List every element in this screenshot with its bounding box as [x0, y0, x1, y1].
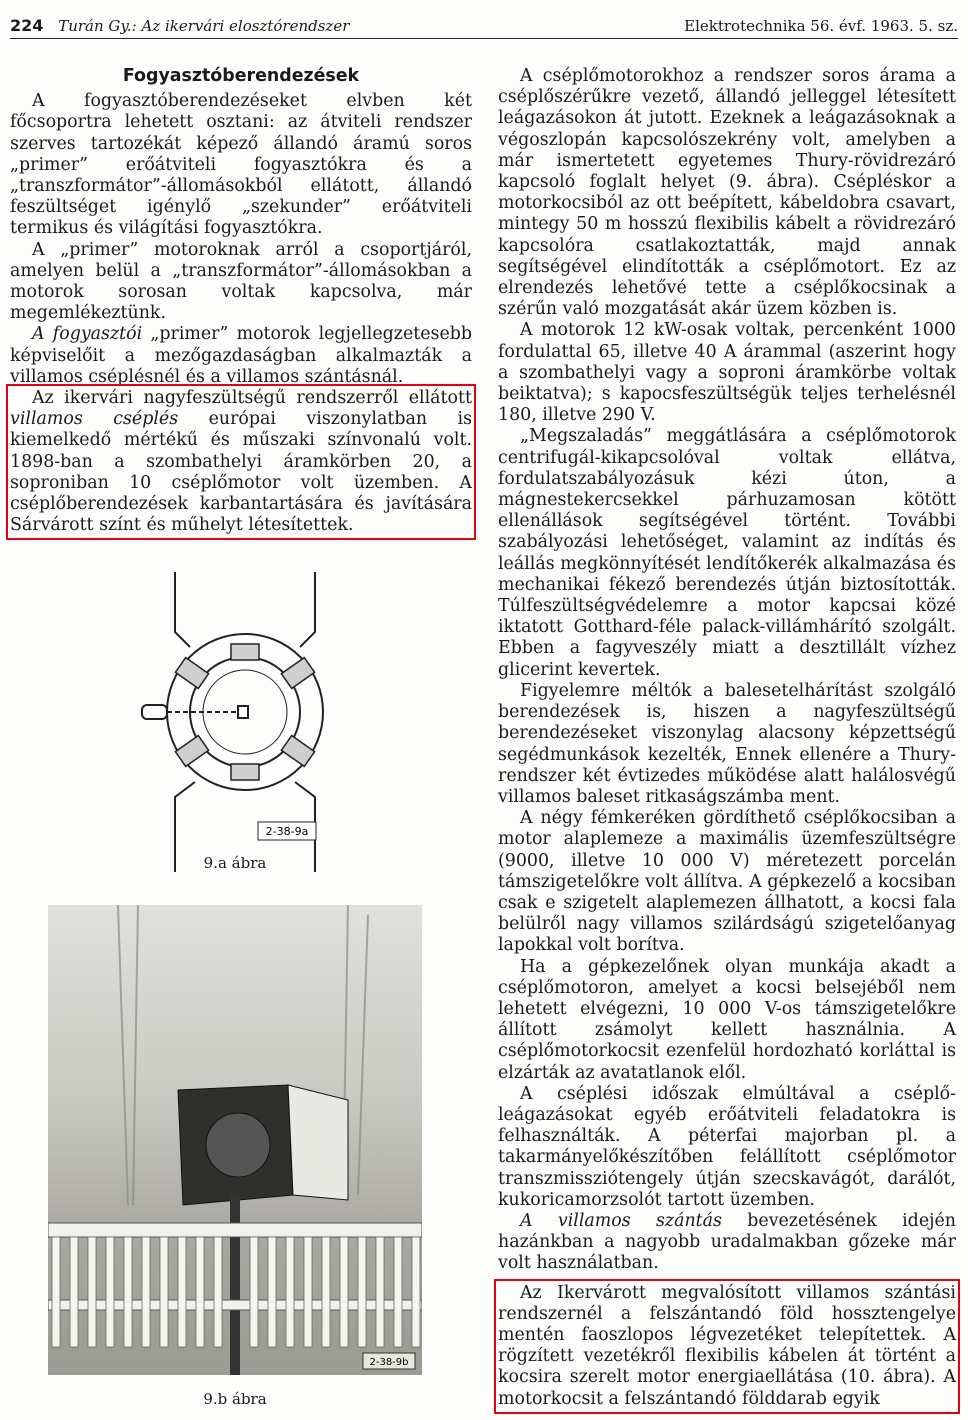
emphasis: A fogyasztói — [32, 324, 143, 345]
figure-9a-diagram — [120, 572, 340, 872]
section-heading: Fogyasztóberendezések — [122, 66, 360, 86]
page-header — [10, 14, 958, 39]
running-title: Turán Gy.: Az ikervári elosztórendszer — [58, 17, 350, 35]
highlighted-paragraph — [10, 388, 472, 536]
supply-line-right — [300, 572, 315, 647]
right-column — [498, 66, 956, 1410]
paragraph-text: „primer” motorok legjellegzetesebb képviselőit a mezőgazdaságban alkalmazták a villamos cséplésnél és a villamos szántásnál. — [10, 324, 472, 387]
left-column — [10, 66, 472, 536]
page-number: 224 — [10, 16, 44, 35]
paragraph-text: bevezetésének idején hazánkban a nagyobb uradalmakban gőzeke már volt használatban. — [498, 1210, 956, 1274]
paragraph: A cséplőmotorokhoz a rendszer soros árama a cséplőszérűkre vezető, állandó jelleggel létesített leágazásokon át jutott. Ezeknek a leágazásoknak a végoszlopán kapcsolószekrény volt, amelyben a már ismertetett egyetemes Thury-rövidrezáró kapcsoló foglalt helyet (9. ábra). Csépléskor a motorkocsiból az ott beépített, kábeldobra csavart, mintegy 50 m hosszú flexibilis kábelt a rövidrezáró kapcsolóra csatlakoztatták, majd annak segítségével elindították a cséplőmotort. Ez az elrendezés lehetővé tette a cséplőkocsinak a szérűn való mozgatását akár üzem közben is. — [498, 66, 956, 320]
paragraph: Figyelemre méltók a balesetelhárítást szolgáló berendezések is, hiszen a nagyfeszültségű berendezéseket viszonylag alacsony képzettségű segédmunkások kezelték, Ennek ellenére a Thury-rendszer két évtizedes működése alatt halálosvégű villamos baleset ritkaságszámba ment. — [498, 680, 956, 807]
figure-caption: 9.a ábra — [203, 854, 267, 872]
paragraph: A fogyasztóberendezéseket elvben két főcsoportra lehetett osztani: az átviteli rendszer szerves tartozékát képező állandó áramú soros „primer” erőátviteli fogyasztókra és a „transzformátor”-állomásokból ellátott, állandó feszültséget igénylő „szekunder” erőátviteli termikus és világítási fogyasztókra. — [10, 91, 472, 239]
highlighted-paragraph: Az Ikervárott megvalósított villamos szántási rendszernél a felszántandó föld hossztengelye mentén faoszlopos légvezetéket telepítettek. A rögzített vezetékről flexibilis kábelen át történt a kocsira szerelt motor energiaellátása (10. ábra). A motorkocsit a felszántandó földdarab egyik — [498, 1282, 956, 1409]
photo-illustration — [48, 905, 422, 1375]
figure-9b-photo — [48, 905, 422, 1375]
paragraph — [498, 1211, 956, 1275]
paragraph: A cséplési időszak elmúltával a cséplő-leágazásokat egyéb erőátviteli feladatokra is felhasználták. A péterfai majorban pl. a takarmányelőkészítőben felállított cséplőmotor transzmissziótengely útján szecskavágót, darálót, kukoricamorzsolót tartott üzemben. — [498, 1083, 956, 1210]
journal-info: Elektrotechnika 56. évf. 1963. 5. sz. — [684, 17, 958, 35]
supply-line-left — [175, 572, 190, 647]
paragraph: „Megszaladás” meggátlására a cséplőmotorok centrifugál-kikapcsolóval voltak ellátva, fordulatszabályozásuk kézi úton, a mágnestekercsekkel párhuzamosan kötött ellenállások segítségével történt. További szabályozási lehetőséget, valamint az indítás és leállás megkönnyítését lendítőkerék alkalmazása és mechanikai fékező berendezés útján biztosították. Túlfeszültségvédelemre a motor kapcsai közé iktatott Gotthard-féle palack-villámhárító szolgált. Ebben a fagyveszély miatt a desztillált vízhez glicerint kevertek. — [498, 426, 956, 680]
paragraph: A motorok 12 kW-osak voltak, percenként 1000 fordulattal 65, illetve 40 A árammal (aszerint hogy a szombathelyi vagy a soproni áramkörbe voltak beiktatva); s kapocsfeszültségük teljes terhelésnél 180, illetve 290 V. — [498, 320, 956, 426]
photo-label: 2-38-9b — [369, 1357, 409, 1368]
emphasis: villamos cséplés — [10, 409, 179, 430]
figure-label: 2-38-9a — [265, 825, 309, 838]
paragraph-text: európai viszonylatban is kiemelkedő mértékű és műszaki színvonalú volt. 1898-ban a szombathelyi áramkörben 20, a soproniban 10 cséplőmotor volt üzemben. A cséplőberendezések karbantartására és javítására Sárvárott színt és műhelyt létesítettek. — [10, 409, 472, 536]
paragraph: A négy fémkeréken gördíthető cséplőkocsiban a motor alaplemeze a maximális üzemfeszültségre (9000, illetve 10 000 V) méretezett porcelán támszigetelőkre volt állítva. A gépkezelő a kocsiban csak e szigetelt alaplemezen állhatott, a kocsi fala belülről nagy villamos szilárdságú szigetelőanyag lapokkal volt borítva. — [498, 808, 956, 956]
paragraph — [10, 324, 472, 388]
paragraph: Ha a gépkezelőnek olyan munkája akadt a cséplőmotoron, amelyet a kocsi belsejéből nem lehetett elvégezni, 10 000 V-os támszigetelőkre állított zsámolyt kellett használnia. A cséplőmotorkocsit ezenfelül hordozható korláttal is elzárták az avatatlanok elől. — [498, 956, 956, 1083]
emphasis: A villamos szántás — [520, 1210, 722, 1231]
figure-caption: 9.b ábra — [203, 1390, 267, 1408]
paragraph-text: Az ikervári nagyfeszültségű rendszerről ellátott — [32, 388, 472, 409]
paragraph: A „primer” motoroknak arról a csoportjáról, amelyen belül a „transzformátor”-állomásokban a motorok sorosan voltak kapcsolva, már megemlékeztünk. — [10, 239, 472, 324]
